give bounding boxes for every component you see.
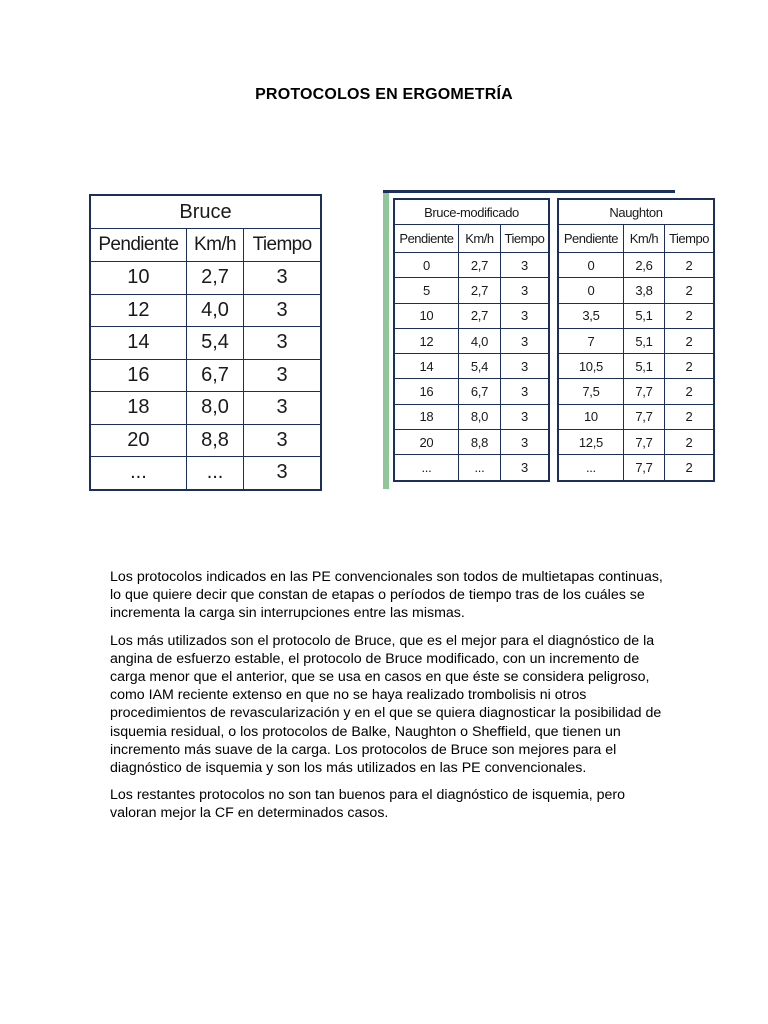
table-cell: 3 [500,404,549,429]
column-header-tiempo: Tiempo [665,225,714,253]
table-row [558,278,714,303]
table-cell: 10 [90,262,186,295]
table-row [90,262,321,295]
table-cell: 0 [394,253,458,278]
table-cell: 12 [90,294,186,327]
table-cell: 3 [500,303,549,328]
column-header-pendiente: Pendiente [90,229,186,262]
page-title: PROTOCOLOS EN ERGOMETRÍA [255,86,513,103]
table-cell: 3 [244,424,321,457]
table-row [394,303,549,328]
table-cell: 20 [394,430,458,455]
table-cell: 5,1 [623,354,664,379]
table-cell: 3 [244,327,321,360]
table-cell: 8,0 [186,392,243,425]
table-top-rule [383,190,675,193]
table-cell: 7 [558,328,623,353]
table-cell: 3,5 [558,303,623,328]
column-header-pendiente: Pendiente [394,225,458,253]
table-row [90,327,321,360]
column-header-kmh: Km/h [186,229,243,262]
table-cell: 5,4 [186,327,243,360]
table-cell: ... [558,455,623,481]
body-text [110,568,670,832]
table-cell: 8,8 [186,424,243,457]
table-cell: 3 [244,457,321,490]
table-cell: 4,0 [186,294,243,327]
table-cell: 2 [665,278,714,303]
table-row [90,424,321,457]
table-cell: 2,7 [458,253,500,278]
table-caption: Bruce-modificado [394,199,549,225]
table-cell: 3 [244,294,321,327]
table-row [394,354,549,379]
table-cell: 6,7 [458,379,500,404]
table-cell: 0 [558,253,623,278]
column-header-tiempo: Tiempo [500,225,549,253]
table-cell: 20 [90,424,186,457]
table-cell: 14 [90,327,186,360]
table-row [394,328,549,353]
table-cell: 6,7 [186,359,243,392]
table-row [90,392,321,425]
table-cell: 2,7 [186,262,243,295]
table-row [394,278,549,303]
table-cell: 7,7 [623,455,664,481]
table-cell: 3 [244,359,321,392]
table-cell: 3 [500,379,549,404]
table-row [558,404,714,429]
table-row [394,379,549,404]
table-cell: 3 [244,262,321,295]
table-cell: 7,7 [623,404,664,429]
table-cell: 2 [665,379,714,404]
table-cell: ... [186,457,243,490]
table-caption: Naughton [558,199,714,225]
paragraph: Los restantes protocolos no son tan buenos para el diagnóstico de isquemia, pero valoran mejor la CF en determinados casos. [110,787,626,822]
table-row [558,303,714,328]
table-cell: 3 [500,253,549,278]
column-header-pendiente: Pendiente [558,225,623,253]
table-cell: 3 [500,354,549,379]
table-cell: 8,0 [458,404,500,429]
table-cell: 10 [558,404,623,429]
table-row [558,430,714,455]
table-cell: 2 [665,455,714,481]
table-cell: 0 [558,278,623,303]
table-cell: 2 [665,430,714,455]
table-cell: ... [458,455,500,481]
table-row [558,379,714,404]
table-cell: 5 [394,278,458,303]
table-cell: 3 [244,392,321,425]
table-cell: 5,1 [623,328,664,353]
table-cell: 2 [665,354,714,379]
table-cell: 12 [394,328,458,353]
table-cell: 2 [665,253,714,278]
table-row [90,294,321,327]
table-cell: 10 [394,303,458,328]
table-cell: ... [90,457,186,490]
table-cell: 10,5 [558,354,623,379]
table-cell: 7,7 [623,430,664,455]
bruce-table [89,194,322,491]
table-cell: 3,8 [623,278,664,303]
table-cell: 12,5 [558,430,623,455]
table-cell: 16 [90,359,186,392]
table-row [558,354,714,379]
table-row [394,253,549,278]
table-row [90,359,321,392]
table-cell: 8,8 [458,430,500,455]
table-caption: Bruce [90,195,321,229]
paragraph: Los más utilizados son el protocolo de Bruce, que es el mejor para el diagnóstico de la angina de esfuerzo estable, el protocolo de Bruce modificado, con un incremento de carga menor que el anterior, que se usa en casos en que éste se considera peligroso, como IAM reciente extenso en que no se haya realizado trombolisis ni otros procedimientos de revascularización y en el que se quiera diagnosticar la posibilidad de isquemia residual, o los protocolos de Balke, Naughton o Sheffield, que tienen un incremento más suave de la carga. Los protocolos de Bruce son mejores para el diagnóstico de isquemia y son los más utilizados en las PE convencionales. [110,632,662,777]
table-cell: 2,7 [458,303,500,328]
table-cell: 2,7 [458,278,500,303]
table-cell: 3 [500,278,549,303]
table-cell: 3 [500,430,549,455]
naughton-table [557,198,715,482]
table-cell: 14 [394,354,458,379]
table-cell: 16 [394,379,458,404]
table-cell: 18 [90,392,186,425]
table-cell: 18 [394,404,458,429]
column-header-tiempo: Tiempo [244,229,321,262]
table-cell: 5,1 [623,303,664,328]
column-header-kmh: Km/h [623,225,664,253]
table-cell: 7,5 [558,379,623,404]
accent-bar [383,193,389,489]
table-row [394,404,549,429]
table-row [394,430,549,455]
table-cell: 3 [500,328,549,353]
table-cell: 2 [665,303,714,328]
table-cell: 4,0 [458,328,500,353]
table-row [90,457,321,490]
table-cell: 2,6 [623,253,664,278]
table-row [394,455,549,481]
table-cell: 7,7 [623,379,664,404]
bruce-modificado-table [393,198,550,482]
table-cell: ... [394,455,458,481]
table-row [558,328,714,353]
table-row [558,253,714,278]
column-header-kmh: Km/h [458,225,500,253]
table-row [558,455,714,481]
table-cell: 5,4 [458,354,500,379]
table-cell: 2 [665,328,714,353]
paragraph: Los protocolos indicados en las PE convencionales son todos de multietapas continuas, lo que quiere decir que constan de etapas o períodos de tiempo tras de los cuáles se incrementa la carga sin interrupciones entre las mismas. [110,569,663,622]
table-cell: 3 [500,455,549,481]
table-cell: 2 [665,404,714,429]
